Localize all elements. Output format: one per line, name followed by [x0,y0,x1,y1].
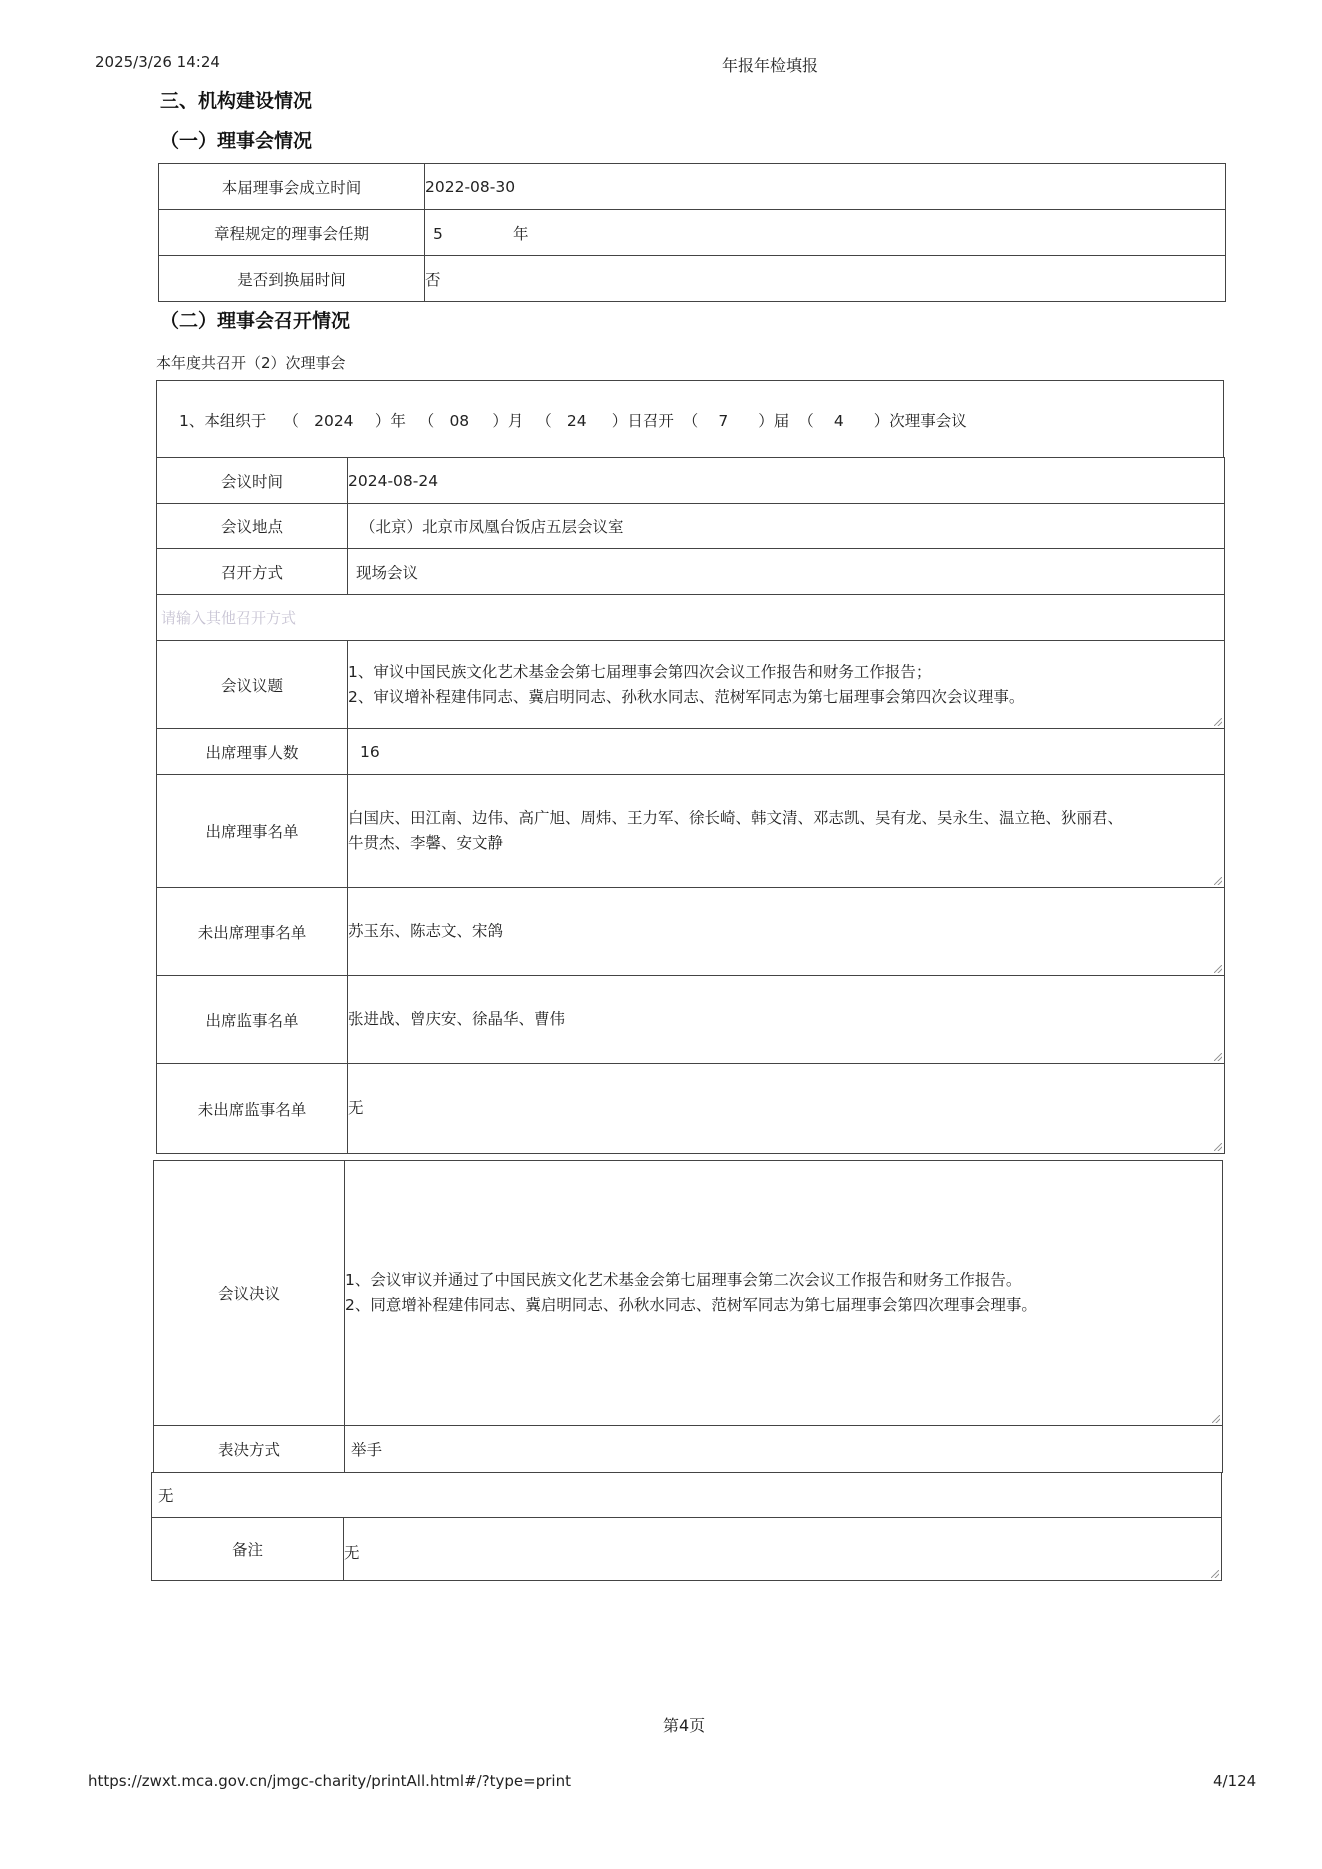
resolution-label: 会议决议 [154,1161,345,1426]
resolution-line: 2、同意增补程建伟同志、冀启明同志、孙秋水同志、范树军同志为第七届理事会第四次理事会理事。 [345,1296,1037,1314]
paren-open: （ [283,412,299,430]
meeting-place-value[interactable]: （北京）北京市凤凰台饭店五层会议室 [348,504,1225,549]
vote-value[interactable]: 举手 [345,1426,1223,1473]
attend-count-label: 出席理事人数 [157,729,348,775]
attend-line: 白国庆、田江南、边伟、高广旭、周炜、王力军、徐长崎、韩文清、邓志凯、吴有龙、吴永生、温立艳、狄丽君、 [348,809,1124,827]
topic-line: 2、审议增补程建伟同志、冀启明同志、孙秋水同志、范树军同志为第七届理事会第四次会议理事。 [348,687,1025,706]
other-mode-input[interactable] [157,595,1225,641]
term-cell [425,210,1226,256]
remark-textarea[interactable] [344,1518,1222,1581]
attend-list-label: 出席理事名单 [157,775,348,888]
footer-page-count: 4/124 [1213,1772,1257,1790]
month-label: 月 [507,412,524,430]
count-label: 次理事会议 [889,412,967,430]
meeting-place-label: 会议地点 [157,504,348,549]
section-title: 三、机构建设情况 [160,90,313,112]
subsection-meeting-title: （二）理事会召开情况 [160,310,351,332]
resize-grip-icon[interactable] [1214,1053,1222,1061]
absent-supervisor-label: 未出席监事名单 [157,1064,348,1154]
resize-grip-icon[interactable] [1214,1143,1222,1151]
meeting-month[interactable]: 08 [449,412,470,430]
meeting-year[interactable]: 2024 [314,412,354,430]
founding-date-value[interactable]: 2022-08-30 [425,164,1226,210]
vote-label: 表决方式 [154,1426,345,1473]
resize-grip-icon[interactable] [1212,1415,1220,1423]
resolution-table [153,1160,1223,1473]
absent-list-value: 苏玉东、陈志文、宋鸽 [348,922,504,940]
meeting-day[interactable]: 24 [566,412,587,430]
paren-close: ） [758,412,774,430]
day-label: 日召开 [627,412,674,430]
footer-url: https://zwxt.mca.gov.cn/jmgc-charity/printAll.html#/?type=print [88,1772,571,1790]
resolution-textarea[interactable] [345,1161,1223,1426]
attend-count-value[interactable]: 16 [348,729,1225,775]
term-unit: 年 [513,224,529,243]
paren-open: （ [798,412,814,430]
meeting-time-value[interactable]: 2024-08-24 [348,458,1225,504]
paren-open: （ [536,412,552,430]
absent-supervisor-value: 无 [348,1099,364,1117]
paren-close: ） [611,412,628,430]
print-datetime: 2025/3/26 14:24 [95,53,220,71]
paren-open: （ [418,412,435,430]
term-expired-label: 是否到换届时间 [159,256,425,302]
paren-close: ） [873,412,890,430]
meeting-mode-label: 召开方式 [157,549,348,595]
founding-date-label: 本届理事会成立时间 [159,164,425,210]
meeting-header-line [179,409,967,431]
meeting-mode-value[interactable]: 现场会议 [348,549,1225,595]
paren-close: ） [374,412,391,430]
year-label: 年 [390,412,406,430]
term-expired-value[interactable]: 否 [425,256,1226,302]
paren-open: （ [682,412,699,430]
absent-list-label: 未出席理事名单 [157,888,348,976]
session-label: 届 [773,412,790,430]
attend-line: 牛贯杰、李馨、安文静 [348,834,504,852]
other-mode-placeholder: 请输入其他召开方式 [161,609,297,627]
remark-table [151,1472,1222,1581]
remark-value: 无 [344,1543,360,1562]
resize-grip-icon[interactable] [1214,965,1222,973]
meeting-summary: 本年度共召开（2）次理事会 [156,354,346,372]
meeting-prefix: 1、本组织于 [179,412,267,430]
attend-list-textarea[interactable] [348,775,1225,888]
page-label: 第4页 [663,1716,706,1735]
paren-close: ） [492,412,508,430]
resize-grip-icon[interactable] [1214,718,1222,726]
other-vote-value[interactable]: 无 [152,1473,1222,1518]
board-info-table [158,163,1226,302]
resolution-line: 1、会议审议并通过了中国民族文化艺术基金会第七届理事会第二次会议工作报告和财务工作报告。 [345,1271,1022,1289]
meeting-header-box [156,380,1224,458]
meeting-time-label: 会议时间 [157,458,348,504]
supervisor-textarea[interactable] [348,976,1225,1064]
topic-line: 1、审议中国民族文化艺术基金会第七届理事会第四次会议工作报告和财务工作报告； [348,662,932,681]
absent-supervisor-textarea[interactable] [348,1064,1225,1154]
term-value[interactable]: 5 [433,224,443,243]
meeting-session[interactable]: 7 [718,412,729,430]
resize-grip-icon[interactable] [1214,877,1222,885]
meeting-topic-textarea[interactable] [348,641,1225,729]
supervisor-label: 出席监事名单 [157,976,348,1064]
absent-list-textarea[interactable] [348,888,1225,976]
resize-grip-icon[interactable] [1211,1570,1219,1578]
meeting-topic-label: 会议议题 [157,641,348,729]
term-label: 章程规定的理事会任期 [159,210,425,256]
meeting-detail-table [156,457,1225,1154]
supervisor-value: 张进战、曾庆安、徐晶华、曹伟 [348,1010,566,1028]
subsection-board-title: （一）理事会情况 [160,130,313,152]
meeting-count[interactable]: 4 [833,412,844,430]
print-title: 年报年检填报 [722,56,819,75]
remark-label: 备注 [152,1518,344,1581]
